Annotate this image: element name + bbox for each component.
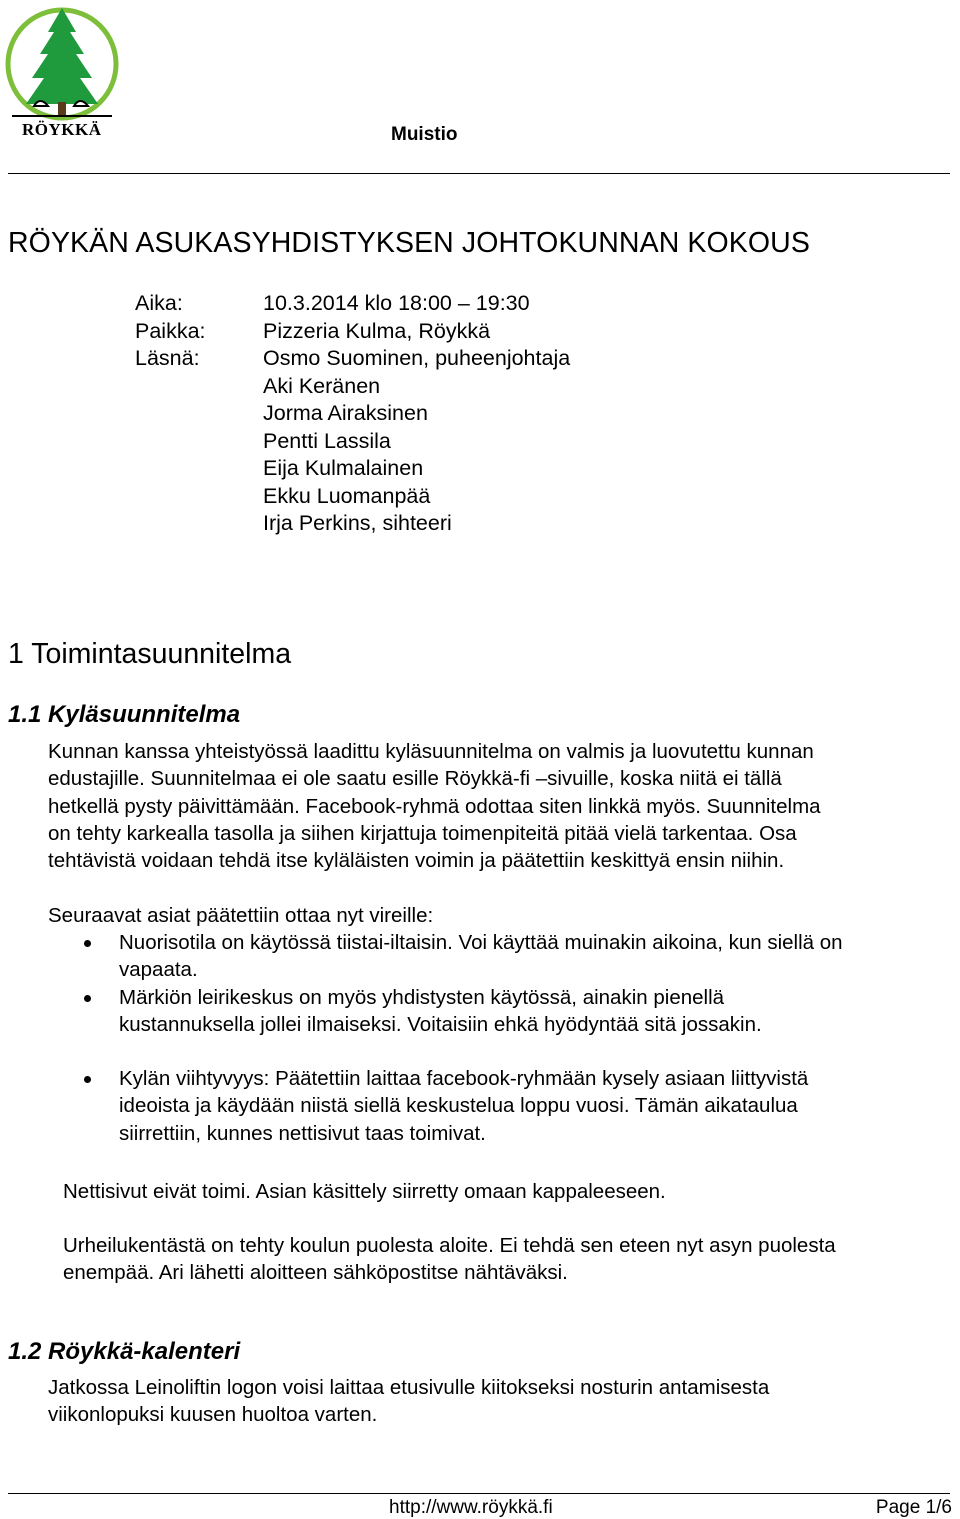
logo-text: RÖYKKÄ	[22, 120, 102, 139]
list-item-line: kustannuksella jollei ilmaiseksi. Voitaisiin ehkä hyödyntää sitä jossakin.	[119, 1012, 762, 1036]
footer-divider	[8, 1493, 950, 1494]
bullet-icon	[84, 1076, 91, 1083]
section-1-1-heading: 1.1 Kyläsuunnitelma	[8, 701, 241, 728]
attendee-list	[263, 345, 570, 538]
paragraph-line: enempää. Ari lähetti aloitteen sähköpostitse nähtäväksi.	[63, 1261, 568, 1285]
attendee: Osmo Suominen, puheenjohtaja	[263, 346, 571, 370]
paragraph-line: on tehty karkealla tasolla ja siihen kirjattuja toimenpiteitä pitää vielä tarkentaa. Osa	[48, 821, 797, 845]
list-item-line: Märkiön leirikeskus on myös yhdistysten käytössä, ainakin pienellä	[119, 985, 725, 1009]
list-item	[48, 1065, 958, 1147]
page-number: Page 1/6	[875, 1497, 952, 1518]
paragraph-line: hetkellä pysty päivittämään. Facebook-ryhmä odottaa siten linkkä myös. Suunnitelma	[48, 794, 821, 818]
royka-logo	[4, 2, 120, 148]
place-value: Pizzeria Kulma, Röykkä	[263, 318, 491, 343]
attendee: Aki Keränen	[263, 373, 381, 398]
attendee: Ekku Luomanpää	[263, 483, 431, 508]
footer-url-link[interactable]: http://www.röykkä.fi	[389, 1497, 553, 1518]
meeting-meta	[135, 290, 570, 538]
decision-list	[48, 929, 958, 1147]
time-value: 10.3.2014 klo 18:00 – 19:30	[263, 291, 530, 315]
list-item-line: Kylän viihtyvyys: Päätettiin laittaa facebook-ryhmään kysely asiaan liittyvistä	[119, 1067, 809, 1091]
attendee: Pentti Lassila	[263, 428, 391, 453]
document-title: RÖYKÄN ASUKASYHDISTYKSEN JOHTOKUNNAN KOKOUS	[8, 227, 810, 259]
list-item	[48, 984, 958, 1039]
attendee: Eija Kulmalainen	[263, 456, 424, 480]
website-note: Nettisivut eivät toimi. Asian käsittely siirretty omaan kappaleeseen.	[63, 1180, 666, 1203]
attendee: Irja Perkins, sihteeri	[263, 511, 452, 535]
list-item-line: siirrettiin, kunnes nettisivut taas toimivat.	[119, 1121, 486, 1145]
list-item-line: Nuorisotila on käytössä tiistai-iltaisin. Voi käyttää muinakin aikoina, kun siellä on	[119, 931, 843, 954]
time-label: Aika:	[135, 291, 183, 315]
header-title: Muistio	[391, 124, 458, 145]
paragraph-line: viikonlopuksi kuusen huoltoa varten.	[48, 1403, 378, 1427]
section-1-2-heading: 1.2 Röykkä-kalenteri	[8, 1338, 241, 1365]
list-item	[48, 929, 958, 984]
kalenteri-paragraph	[48, 1374, 769, 1429]
meta-attendees-row	[135, 345, 570, 538]
place-label: Paikka:	[135, 318, 206, 343]
bullet-icon	[84, 995, 91, 1002]
paragraph-line: edustajille. Suunnitelmaa ei ole saatu esille Röykkä-fi –sivuille, koska niitä ei tällä	[48, 767, 782, 791]
attendees-label: Läsnä:	[135, 346, 200, 370]
bullet-icon	[84, 940, 91, 947]
section-1-heading: 1 Toimintasuunnitelma	[8, 638, 292, 670]
list-item-line: vapaata.	[119, 958, 198, 982]
sports-field-note	[63, 1232, 836, 1287]
list-item-line: ideoista ja käydään niistä siellä keskustelua loppu vuosi. Tämän aikataulua	[119, 1094, 798, 1118]
paragraph-line: Kunnan kanssa yhteistyössä laadittu kyläsuunnitelma on valmis ja luovutettu kunnan	[48, 740, 814, 763]
meta-place-row	[135, 318, 570, 346]
header-divider	[8, 173, 950, 174]
paragraph-line: tehtävistä voidaan tehdä itse kyläläisten voimin ja päätettiin keskittyä ensin niihin.	[48, 849, 785, 873]
kylasuunnitelma-paragraph	[48, 738, 821, 874]
paragraph-line: Urheilukentästä on tehty koulun puolesta aloite. Ei tehdä sen eteen nyt asyn puolesta	[63, 1234, 836, 1257]
attendee: Jorma Airaksinen	[263, 401, 428, 425]
meta-time-row	[135, 290, 570, 318]
decided-intro: Seuraavat asiat päätettiin ottaa nyt vireille:	[48, 904, 434, 927]
paragraph-line: Jatkossa Leinoliftin logon voisi laittaa etusivulle kiitokseksi nosturin antamisesta	[48, 1376, 770, 1399]
